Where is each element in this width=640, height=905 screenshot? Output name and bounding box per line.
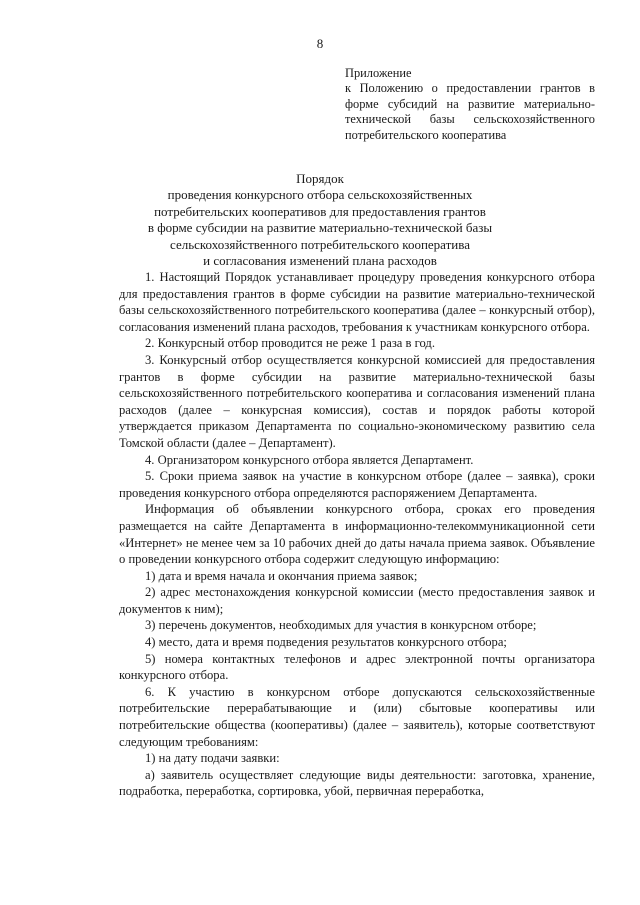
heading-line: потребительских кооперативов для предоставления грантов [154,203,486,219]
heading-line: проведения конкурсного отбора сельскохозяйственных [167,187,473,203]
list-item: 1) на дату подачи заявки: [145,751,280,766]
heading-line: и согласования изменений плана расходов [203,253,437,269]
appendix-block [345,66,595,143]
appendix-title: Приложение [345,66,412,80]
paragraph: 3. Конкурсный отбор осуществляется конкурсной комиссией для предоставления грантов в форме субсидии на развитие материально-технической базы сельскохозяйственного потребительского кооператива и согласования изменений плана расходов (далее – конкурсная комиссия), состав и порядок работы которой утверждается приказом Департамента по социально-экономическому развитию села Томской области (далее – Департамент). [119,352,595,450]
list-item: а) заявитель осуществляет следующие виды деятельности: заготовка, хранение, подработка, переработка, сортировка, убой, первичная переработка, [119,767,595,799]
paragraph: 2. Конкурсный отбор проводится не реже 1 раза в год. [145,336,435,351]
appendix-text: к Положению о предоставлении грантов в форме субсидий на развитие материально-технической базы сельскохозяйственного потребительского кооператива [345,81,595,142]
list-item: 3) перечень документов, необходимых для участия в конкурсном отборе; [145,618,537,633]
heading-line: Порядок [296,171,344,186]
document-body [119,269,595,800]
paragraph: 1. Настоящий Порядок устанавливает процедуру проведения конкурсного отбора для предоставления грантов в форме субсидии на развитие материально-технической базы сельскохозяйственного потребительского кооператива (далее – конкурсный отбор), согласования изменений плана расходов, требования к участникам конкурсного отбора. [119,270,595,334]
heading-line: сельскохозяйственного потребительского кооператива [170,236,470,252]
list-item: 1) дата и время начала и окончания приема заявок; [145,568,418,583]
list-item: 4) место, дата и время подведения результатов конкурсного отбора; [145,635,507,650]
paragraph: 6. К участию в конкурсном отборе допускаются сельскохозяйственные потребительские перерабатывающие и (или) сбытовые кооперативы или потребительские общества (кооперативы) (далее – заявитель), которые соответствуют следующим требованиям: [119,684,595,749]
list-item: 2) адрес местонахождения конкурсной комиссии (место предоставления заявок и документов к ним); [119,585,595,616]
paragraph: Информация об объявлении конкурсного отбора, сроках его проведения размещается на сайте Департамента в информационно-телекоммуникационной сети «Интернет» не менее чем за 10 рабочих дней до даты начала приема заявок. Объявление о проведении конкурсного отбора содержит следующую информацию: [119,502,595,567]
document-heading [100,171,540,269]
paragraph: 4. Организатором конкурсного отбора является Департамент. [145,452,474,467]
paragraph: 5. Сроки приема заявок на участие в конкурсном отборе (далее – заявка), сроки проведения конкурсного отбора определяются распоряжением Департамента. [119,469,595,500]
page-number: 8 [316,36,324,51]
heading-line: в форме субсидии на развитие материально-технической базы [147,220,493,236]
list-item: 5) номера контактных телефонов и адрес электронной почты организатора конкурсного отбора. [119,651,595,683]
